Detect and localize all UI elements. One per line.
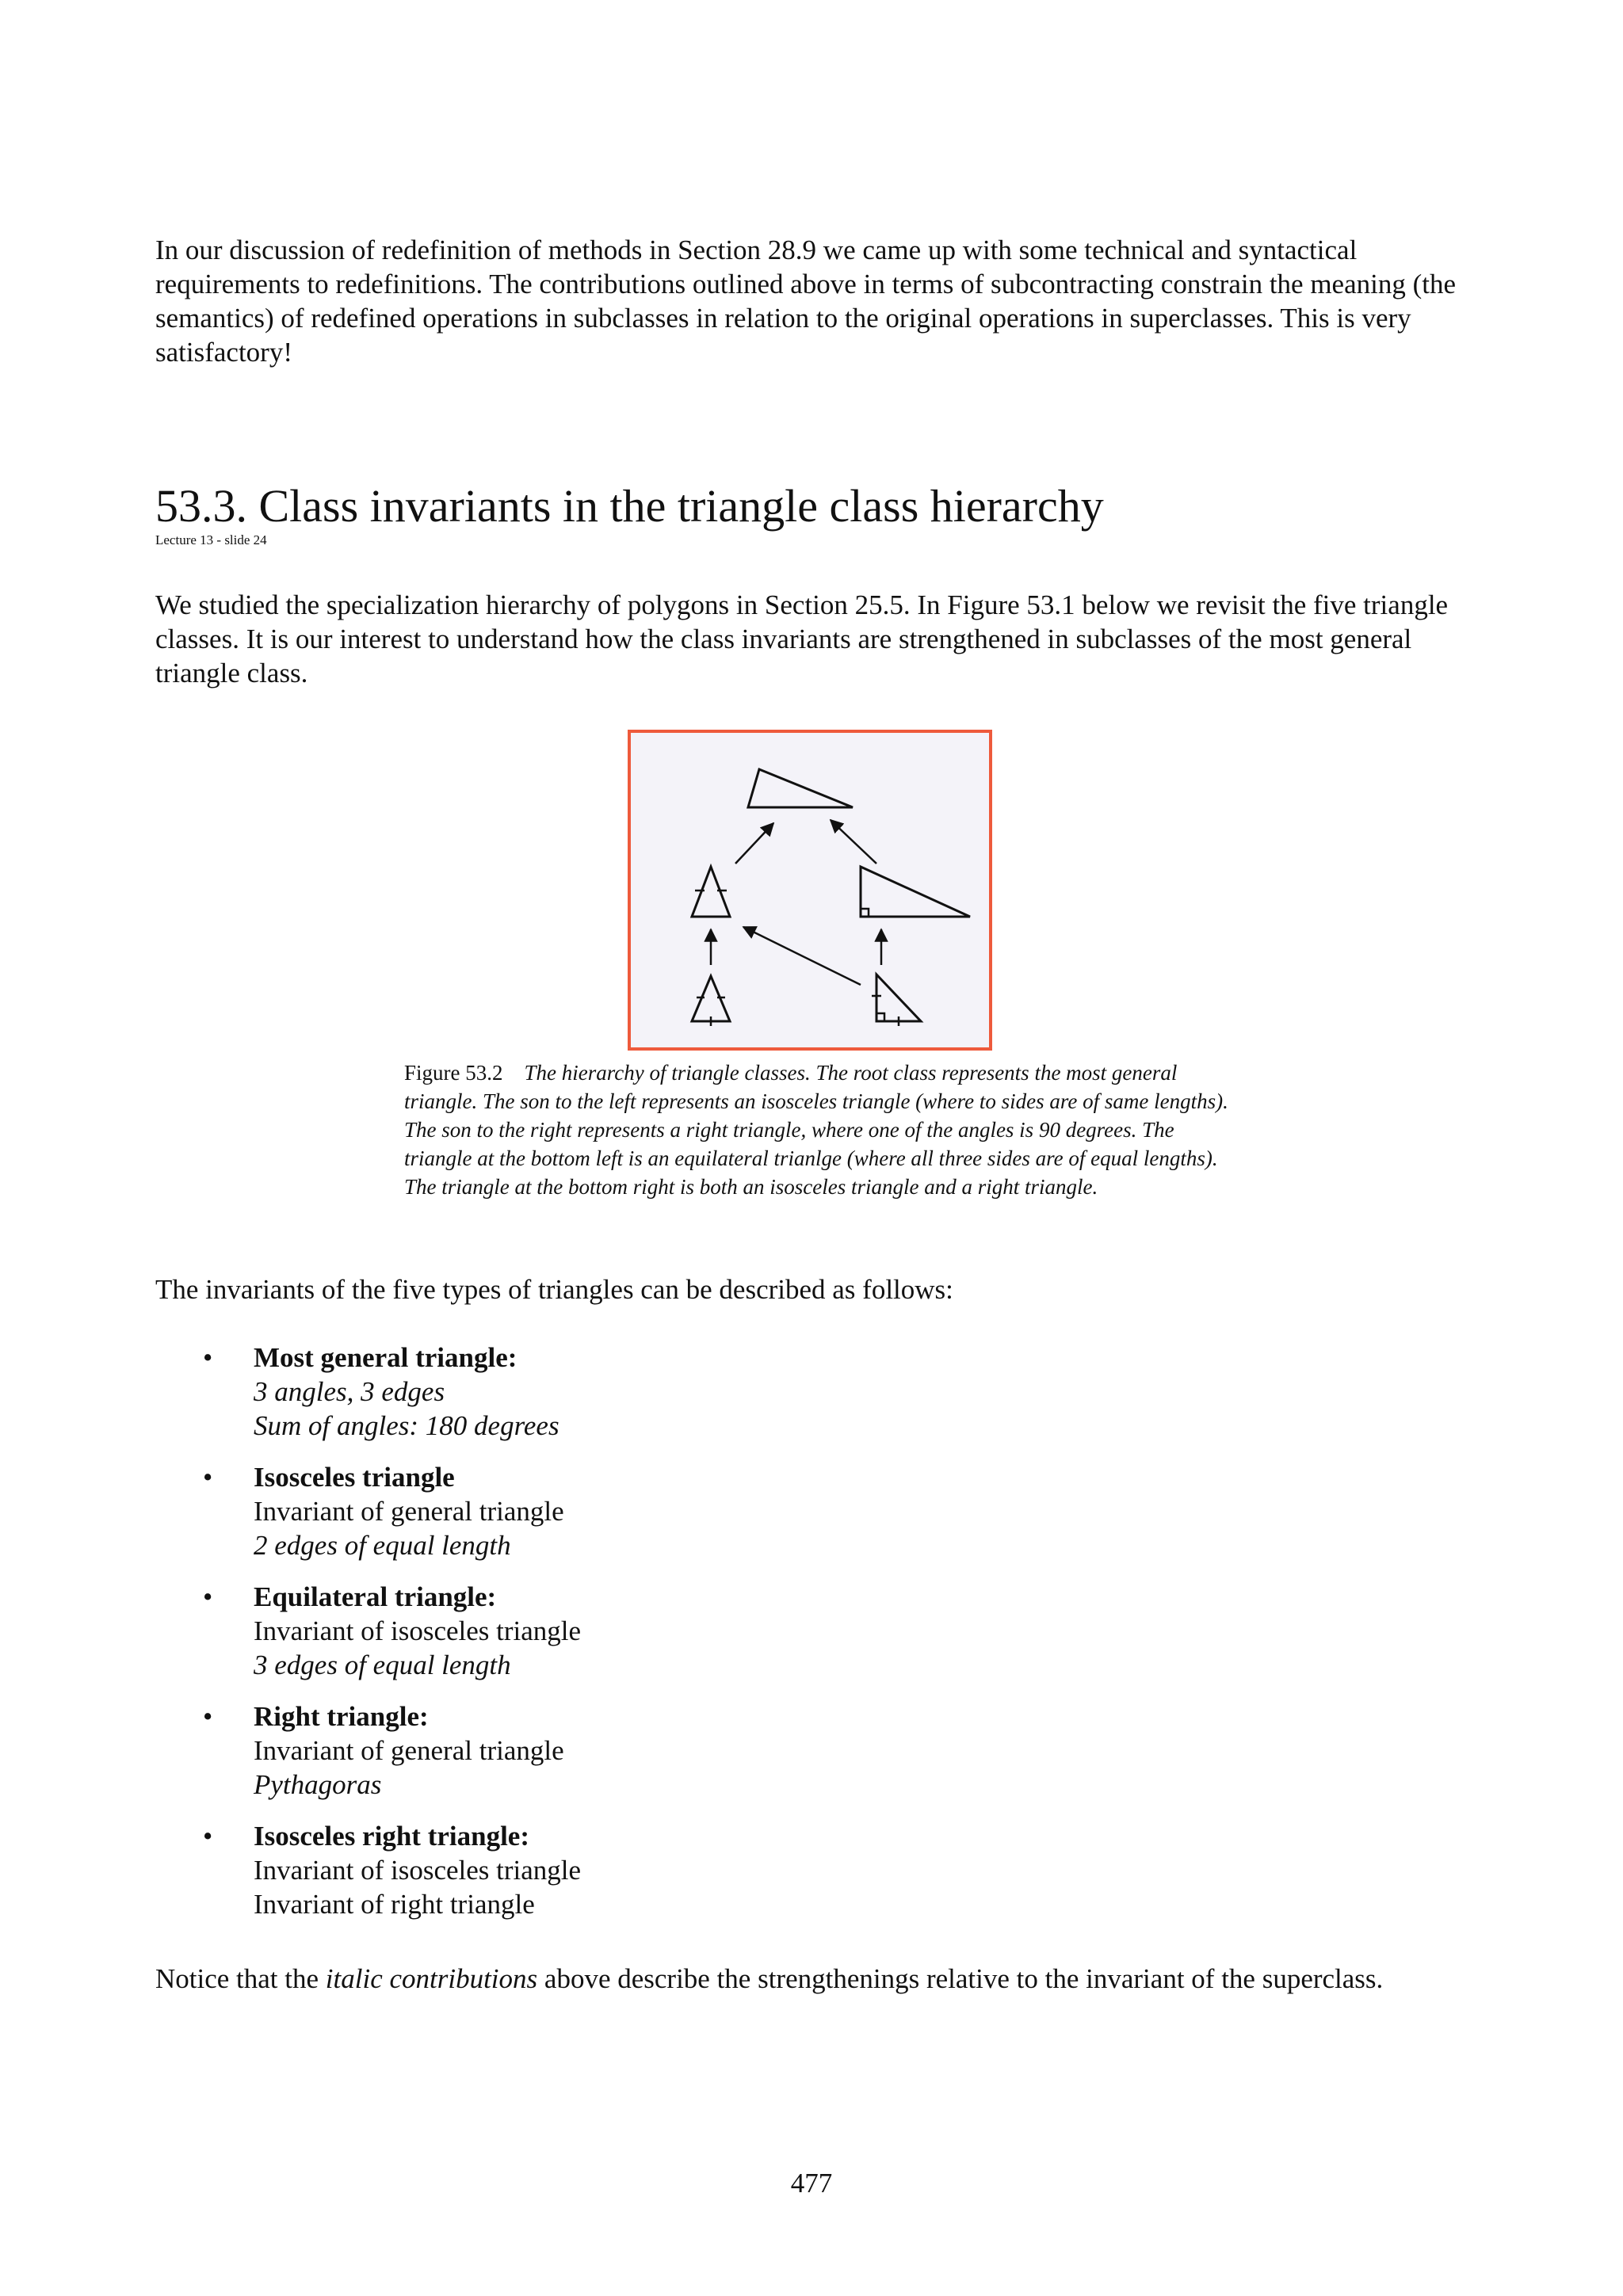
invariants-list [155, 1341, 1423, 1939]
invariant-line: 3 edges of equal length [254, 1650, 511, 1680]
figure-caption [404, 1058, 1244, 1201]
invariant-line: Pythagoras [254, 1769, 382, 1800]
list-item [155, 1341, 1423, 1443]
invariant-line: 3 angles, 3 edges [254, 1376, 445, 1407]
arrow-isosceles-to-general [735, 823, 773, 864]
invariant-title: Right triangle: [254, 1701, 429, 1732]
intro-paragraph: In our discussion of redefinition of methods in Section 28.9 we came up with some technical and syntactical requirements to redefinitions. The contributions outlined above in terms of subcontracting constrain the meaning (the semantics) of redefined operations in subclasses in relation to the original operations in superclasses. This is very satisfactory! [155, 235, 1457, 368]
bullet-icon: • [203, 1342, 213, 1373]
closing-text-after: above describe the strengthenings relative to the invariant of the superclass. [537, 1963, 1384, 1994]
invariant-title: Isosceles right triangle: [254, 1821, 529, 1852]
section-paragraph: We studied the specialization hierarchy of polygons in Section 25.5. In Figure 53.1 below we revisit the five triangle classes. It is our interest to understand how the class invariants are strengthened in subclasses of the most general triangle class. [155, 589, 1449, 688]
slide-reference: Lecture 13 - slide 24 [155, 532, 267, 547]
figure-caption-text: The hierarchy of triangle classes. The root class represents the most general triangle. The son to the left represents an isosceles triangle (where to sides are of same lengths). The son to the right represents a right triangle, where one of the angles is 90 degrees. The triangle at the bottom left is an equilateral trianlge (where all three sides are of equal lengths). The triangle at the bottom right is both an isosceles triangle and a right triangle. [404, 1061, 1228, 1199]
invariant-title: Isosceles triangle [254, 1462, 455, 1493]
isosceles-right-triangle-icon [872, 974, 921, 1026]
closing-text-before: Notice that the [155, 1963, 326, 1994]
equilateral-triangle-icon [692, 976, 730, 1026]
invariant-title: Equilateral triangle: [254, 1581, 497, 1612]
invariant-line: Invariant of isosceles triangle [254, 1855, 582, 1886]
arrow-right-to-general [831, 820, 876, 864]
closing-paragraph [155, 1962, 1487, 1996]
invariant-line: Invariant of general triangle [254, 1496, 564, 1527]
figure-label: Figure 53.2 [404, 1061, 503, 1085]
invariant-title: Most general triangle: [254, 1342, 517, 1373]
invariant-line: Invariant of general triangle [254, 1735, 564, 1766]
page-number: 477 [790, 2168, 833, 2199]
invariant-line: Sum of angles: 180 degrees [254, 1410, 559, 1441]
bullet-icon: • [203, 1821, 213, 1852]
bullet-icon: • [203, 1581, 213, 1612]
section-heading: 53.3. Class invariants in the triangle class hierarchy [155, 480, 1104, 532]
general-triangle-icon [748, 769, 853, 807]
invariant-line: Invariant of isosceles triangle [254, 1615, 582, 1646]
arrow-isosceles-right-to-isosceles [743, 927, 861, 985]
invariant-line: Invariant of right triangle [254, 1889, 535, 1920]
list-item [155, 1580, 1423, 1682]
right-triangle-icon [861, 867, 970, 917]
invariant-line: 2 edges of equal length [254, 1530, 511, 1561]
isosceles-triangle-icon [692, 867, 730, 917]
list-item [155, 1460, 1423, 1562]
list-item [155, 1699, 1423, 1802]
invariants-intro: The invariants of the five types of triangles can be described as follows: [155, 1274, 953, 1305]
list-item [155, 1819, 1423, 1921]
triangle-hierarchy-figure [628, 730, 992, 1051]
bullet-icon: • [203, 1462, 213, 1493]
bullet-icon: • [203, 1701, 213, 1732]
triangle-hierarchy-diagram [631, 733, 989, 1047]
closing-emphasis: italic contributions [325, 1963, 538, 1994]
